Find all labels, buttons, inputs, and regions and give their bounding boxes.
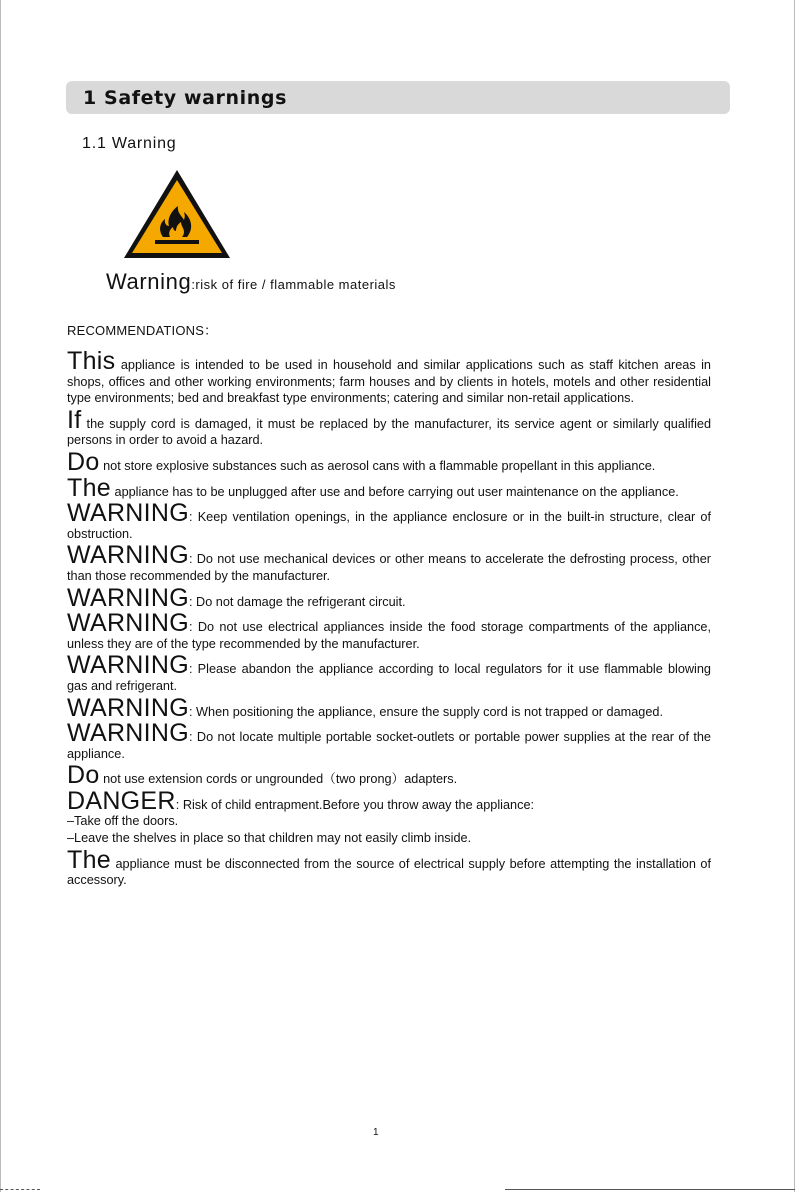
paragraph-text: : When positioning the appliance, ensure the supply cord is not trapped or damaged. [189,704,663,719]
paragraph-lead: This [67,347,116,375]
paragraph-lead: DANGER [67,786,176,815]
paragraph-lead: The [67,845,111,874]
section-header: 1 Safety warnings [66,81,730,114]
paragraph-dash-item [67,830,711,847]
paragraph [67,761,711,790]
paragraph-lead: WARNING [67,651,189,680]
paragraph [67,405,711,449]
paragraph [67,786,711,815]
paragraph [67,583,711,612]
paragraph-text: appliance is intended to be used in household and similar applications such as staff kitchen areas in shops, offices and other working environments; farm houses and by clients in hotels, motels and other residential type environments; bed and breakfast type environments; catering and similar non-retail applications. [67,358,711,406]
paragraph-lead: WARNING [67,693,189,722]
paragraph-dash-item [67,813,711,830]
paragraph-text: : Do not use electrical appliances inside the food storage compartments of the appliance, unless they are of the type recommended by the manufacturer. [67,620,711,651]
paragraph [67,347,711,407]
paragraph-text: : Please abandon the appliance according to local regulators for it use flammable blowing gas and refrigerant. [67,662,711,693]
crop-mark-right [505,1189,795,1190]
paragraph-text: appliance has to be unplugged after use and before carrying out user maintenance on the appliance. [110,484,679,499]
page-edge-left [0,0,1,1192]
sign-caption [106,269,396,295]
paragraph-text: –Take off the doors. [67,814,179,829]
paragraph-lead: WARNING [67,719,189,748]
sign-caption-word: Warning [106,269,192,294]
paragraph [67,693,711,722]
paragraph-lead: WARNING [67,499,189,528]
warnings-body [67,347,711,889]
recommendations-label: RECOMMENDATIONS： [67,323,218,338]
paragraph [67,719,711,762]
page-number: 1 [373,1127,379,1138]
paragraph [67,541,711,584]
paragraph-lead: WARNING [67,609,189,638]
paragraph-lead: If [67,405,82,434]
paragraph [67,473,711,502]
paragraph [67,609,711,652]
paragraph-text: : Keep ventilation openings, in the appliance enclosure or in the built-in structure, clear of obstruction. [67,510,711,541]
paragraph-text: not use extension cords or ungrounded（two prong）adapters. [99,772,458,787]
paragraph-text: not store explosive substances such as aerosol cans with a flammable propellant in this appliance. [99,458,656,473]
paragraph-lead: Do [67,761,100,790]
paragraph-text: : Do not use mechanical devices or other means to accelerate the defrosting process, other than those recommended by the manufacturer. [67,552,711,583]
subsection-title: 1.1 Warning [82,135,177,152]
paragraph-text: –Leave the shelves in place so that children may not easily climb inside. [67,831,472,846]
paragraph-text: : Do not damage the refrigerant circuit. [189,594,406,609]
crop-mark-left [0,1189,40,1190]
sign-caption-detail: :risk of fire / flammable materials [191,277,396,292]
paragraph [67,447,711,476]
paragraph-text: the supply cord is damaged, it must be replaced by the manufacturer, its service agent or similarly qualified persons in order to avoid a hazard. [67,416,711,448]
paragraph-text: appliance must be disconnected from the source of electrical supply before attempting the installation of accessory. [67,856,711,888]
paragraph-text: : Risk of child entrapment.Before you throw away the appliance: [175,797,535,812]
paragraph [67,845,711,889]
paragraph-lead: Do [67,447,100,476]
paragraph-lead: WARNING [67,583,189,612]
paragraph-lead: The [67,473,111,502]
paragraph [67,499,711,542]
paragraph [67,651,711,694]
paragraph-lead: WARNING [67,541,189,570]
fire-flammable-warning-icon [121,167,233,261]
paragraph-text: : Do not locate multiple portable socket-outlets or portable power supplies at the rear of the appliance. [67,730,711,761]
